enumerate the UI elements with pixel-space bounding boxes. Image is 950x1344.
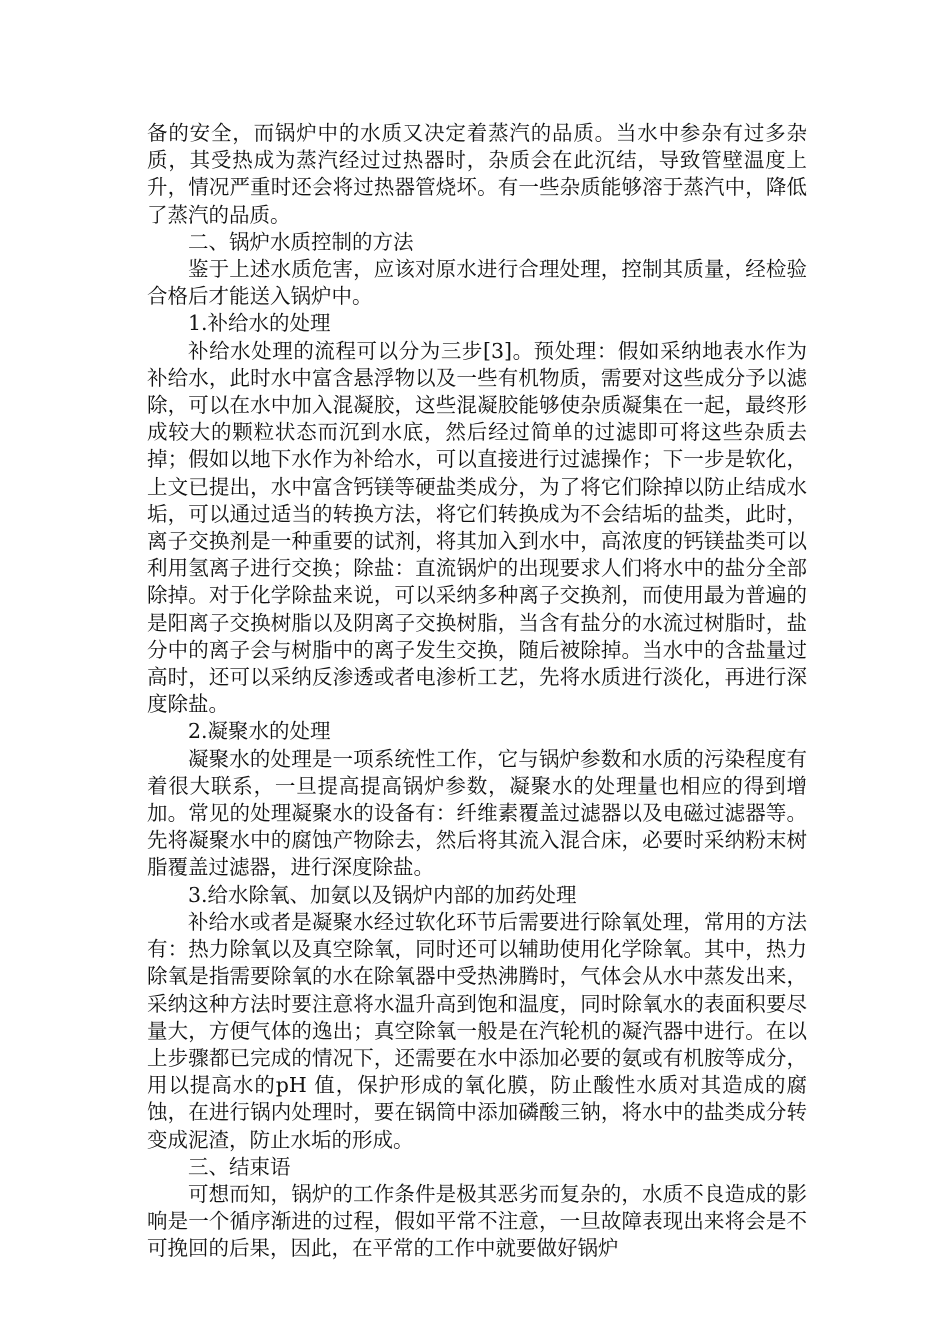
subheading-condensate-water: 2.凝聚水的处理 — [188, 719, 331, 744]
paragraph-condensate-water: 凝聚水的处理是一项系统性工作，它与锅炉参数和水质的污染程度有着很大联系，一旦提高提高锅炉参数，凝聚水的处理量也相应的得到增加。常见的处理凝聚水的设备有：纤维素覆盖过滤器以及电磁过滤器等。先将凝聚水中的腐蚀产物除去，然后将其流入混合床，必要时采纳粉末树脂覆盖过滤器，进行深度除盐。 — [147, 746, 807, 880]
paragraph-conclusion: 可想而知，锅炉的工作条件是极其恶劣而复杂的，水质不良造成的影响是一个循序渐进的过程，假如平常不注意，一旦故障表现出来将会是不可挽回的后果，因此，在平常的工作中就要做好锅炉 — [147, 1181, 807, 1261]
subheading-makeup-water: 1.补给水的处理 — [188, 311, 331, 336]
document-page — [147, 120, 807, 1263]
section-heading-conclusion: 三、结束语 — [188, 1154, 291, 1179]
paragraph-water-quality-intro: 备的安全，而锅炉中的水质又决定着蒸汽的品质。当水中参杂有过多杂质，其受热成为蒸汽经过过热器时，杂质会在此沉结，导致管壁温度上升，情况严重时还会将过热器管烧坏。有一些杂质能够溶于蒸汽中，降低了蒸汽的品质。 — [147, 121, 807, 227]
paragraph-makeup-water: 补给水处理的流程可以分为三步[3]。预处理：假如采纳地表水作为补给水，此时水中富含悬浮物以及一些有机物质，需要对这些成分予以滤除，可以在水中加入混凝胶，这些混凝胶能够使杂质凝集在一起，最终形成较大的颗粒状态而沉到水底，然后经过简单的过滤即可将这些杂质去掉；假如以地下水作为补给水，可以直接进行过滤操作；下一步是软化，上文已提出，水中富含钙镁等硬盐类成分，为了将它们除掉以防止结成水垢，可以通过适当的转换方法，将它们转换成为不会结垢的盐类，此时，离子交换剂是一种重要的试剂，将其加入到水中，高浓度的钙镁盐类可以利用氢离子进行交换；除盐：直流锅炉的出现要求人们将水中的盐分全部除掉。对于化学除盐来说，可以采纳多种离子交换剂，而使用最为普遍的是阳离子交换树脂以及阴离子交换树脂，当含有盐分的水流过树脂时，盐分中的离子会与树脂中的离子发生交换，随后被除掉。当水中的含盐量过高时，还可以采纳反渗透或者电渗析工艺，先将水质进行淡化，再进行深度除盐。 — [147, 338, 807, 717]
paragraph-treatment-overview: 鉴于上述水质危害，应该对原水进行合理处理，控制其质量，经检验合格后才能送入锅炉中。 — [147, 257, 807, 309]
subheading-deoxygenation: 3.给水除氧、加氨以及锅炉内部的加药处理 — [188, 882, 577, 907]
section-heading-control-methods: 二、锅炉水质控制的方法 — [188, 229, 414, 254]
paragraph-deoxygenation: 补给水或者是凝聚水经过软化环节后需要进行除氧处理，常用的方法有：热力除氧以及真空除氧，同时还可以辅助使用化学除氧。其中，热力除氧是指需要除氧的水在除氧器中受热沸腾时，气体会从水中蒸发出来，采纳这种方法时要注意将水温升高到饱和温度，同时除氧水的表面积要尽量大，方便气体的逸出；真空除氧一般是在汽轮机的凝汽器中进行。在以上步骤都已完成的情况下，还需要在水中添加必要的氨或有机胺等成分，用以提高水的pH 值，保护形成的氧化膜，防止酸性水质对其造成的腐蚀，在进行锅内处理时，要在锅筒中添加磷酸三钠，将水中的盐类成分转变成泥渣，防止水垢的形成。 — [147, 909, 807, 1152]
